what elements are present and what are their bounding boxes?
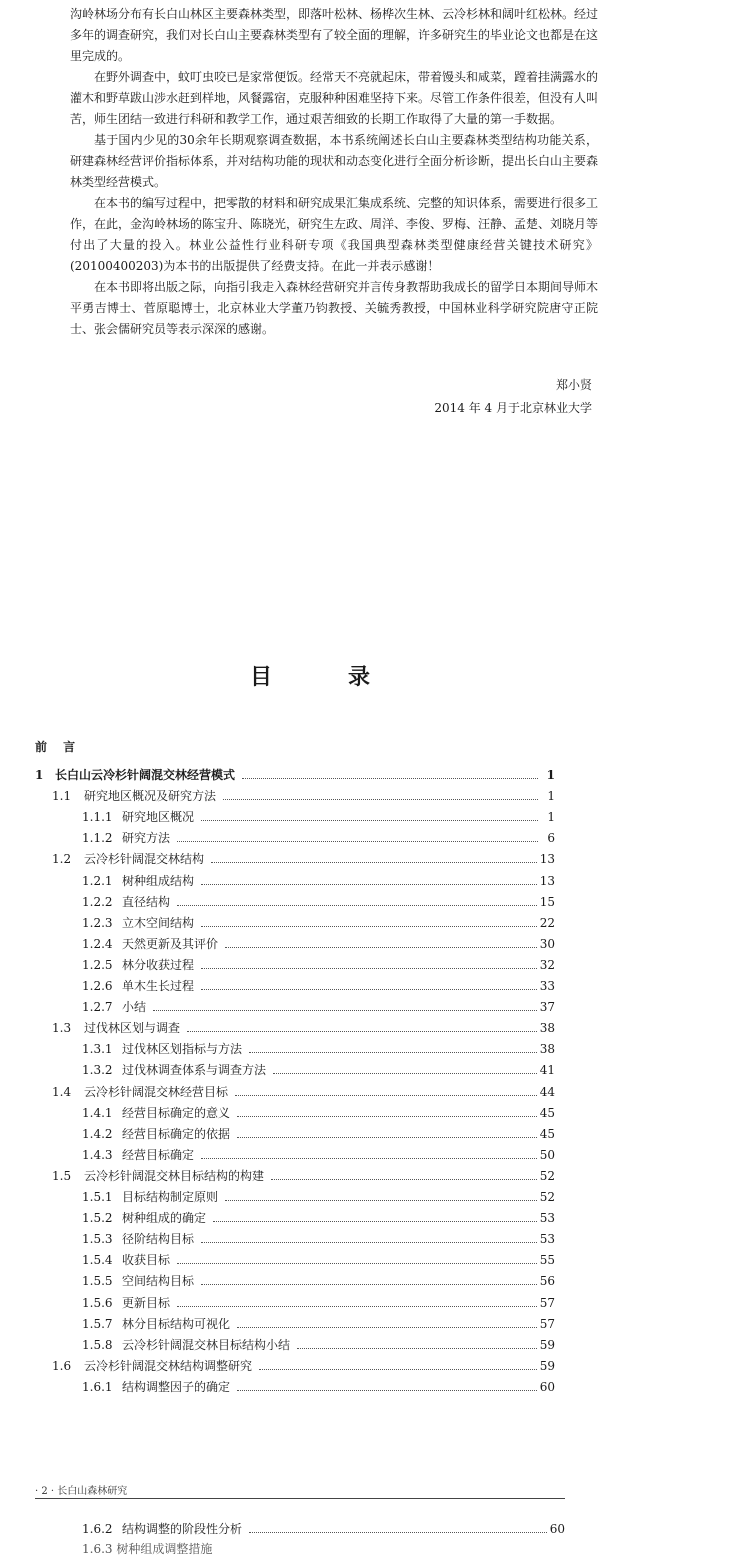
toc-entry: [35, 808, 555, 826]
toc-leader-dots: [235, 1095, 537, 1096]
toc-entry-number: 1.5.4: [82, 1253, 113, 1268]
toc-leader-dots: [249, 1532, 547, 1533]
toc-entry-page: 59: [539, 1358, 555, 1373]
toc-entry-title: 结构调整的阶段性分析: [122, 1522, 243, 1536]
toc-leader-dots: [177, 905, 537, 906]
toc-entry: [35, 766, 555, 784]
toc-leader-dots: [225, 1200, 537, 1201]
toc-entry-number: 1: [35, 768, 44, 782]
toc-entry-title: 林分目标结构可视化: [122, 1316, 231, 1331]
toc-leader-dots: [273, 1073, 537, 1074]
toc-entry: [35, 872, 555, 890]
toc-entry-page: 38: [539, 1021, 555, 1036]
toc-entry: [35, 956, 555, 974]
toc-entry-title: 过伐林区划指标与方法: [122, 1042, 243, 1057]
toc-entry: [35, 1378, 555, 1396]
toc-leader-dots: [153, 1010, 537, 1011]
preface-text: [70, 4, 598, 340]
toc-entry: [35, 1209, 555, 1227]
next-page-cut-row: 1.6.3 树种组成调整措施: [82, 1542, 213, 1556]
toc-leader-dots: [177, 841, 538, 842]
toc-entry-page: 1: [547, 810, 555, 825]
toc-entry-title: 过伐林区划与调查: [84, 1021, 181, 1036]
toc-entry-page: 56: [539, 1274, 555, 1289]
toc-leader-dots: [259, 1369, 537, 1370]
toc-entry-title: 目标结构制定原则: [122, 1190, 219, 1204]
toc-entry: [35, 893, 555, 911]
toc-entry: [35, 914, 555, 932]
toc-entry: [35, 998, 555, 1016]
toc-entry: [35, 1083, 555, 1101]
toc-entry-page: 57: [539, 1316, 555, 1331]
toc-entry-page: 52: [539, 1168, 555, 1183]
preface-paragraph: 在本书的编写过程中，把零散的材料和研究成果汇集成系统、完整的知识体系，需要进行很多工作，在此，金沟岭林场的陈宝升、陈晓光，研究生左政、周洋、李俊、罗梅、汪静、孟楚、刘晓月等付出了大量的投入。林业公益性行业科研专项《我国典型森林类型健康经营关键技术研究》(20100400203)为本书的出版提供了经费支持。在此一并表示感谢！: [70, 196, 599, 273]
toc-leader-dots: [201, 1242, 537, 1243]
toc-entry: [35, 1188, 555, 1206]
toc-entry: [35, 787, 555, 805]
toc-entry-title: 树种组成的确定: [122, 1211, 207, 1226]
toc-entry-title: 空间结构目标: [122, 1274, 195, 1289]
toc-entry-title: 立木空间结构: [122, 915, 195, 930]
toc-entry-number: 1.4: [52, 1084, 72, 1099]
toc-entry-number: 1.6.1: [82, 1379, 113, 1394]
toc-entry-title: 云冷杉针阔混交林经营目标: [84, 1084, 229, 1099]
toc-entry-number: 1.4.3: [82, 1147, 113, 1162]
toc-entry-number: 1.2.4: [82, 936, 113, 951]
toc-entry-title: 经营目标确定: [122, 1147, 195, 1162]
toc-entry: [35, 1272, 555, 1290]
toc-entry: [35, 1336, 555, 1354]
running-title: 长白山森林研究: [57, 1486, 128, 1497]
toc-entry-page: 45: [539, 1105, 555, 1120]
toc-entry-page: 44: [539, 1084, 555, 1099]
toc-entry: [35, 977, 555, 995]
toc-leader-dots: [237, 1327, 537, 1328]
toc-entry-title: 云冷杉针阔混交林结构调整研究: [84, 1358, 253, 1373]
toc-entry-number: 1.1: [52, 789, 72, 804]
toc-leader-dots: [201, 884, 537, 885]
toc-entry-number: 1.5.1: [82, 1190, 113, 1204]
next-page-toc-row: [35, 1520, 565, 1538]
toc-entry-title: 长白山云冷杉针阔混交林经营模式: [55, 768, 236, 782]
toc-entry-title: 收获目标: [122, 1253, 171, 1268]
toc-title-char: 录: [347, 664, 370, 690]
toc-entry-number: 1.3.2: [82, 1063, 113, 1078]
toc-entry-number: 1.1.2: [82, 831, 113, 846]
toc-entry-title: 小结: [122, 1000, 147, 1015]
toc-entry-number: 1.5.8: [82, 1337, 113, 1352]
preface-author: 郑小贤: [555, 378, 592, 392]
toc-entry-page: 38: [539, 1042, 555, 1057]
toc-entry-page: 52: [539, 1190, 555, 1204]
toc-entry-title: 过伐林调查体系与调查方法: [122, 1063, 267, 1078]
toc-entry-page: 60: [549, 1522, 565, 1536]
toc-entry-page: 33: [539, 979, 555, 993]
toc-entry: [35, 1125, 555, 1143]
toc-entry: [35, 850, 555, 868]
toc-leader-dots: [249, 1052, 537, 1053]
toc-title-char: 目: [250, 664, 273, 690]
page-number: · 2 ·: [35, 1486, 55, 1497]
toc-entry-page: 53: [539, 1232, 555, 1247]
toc-entry-page: 37: [539, 1000, 555, 1015]
toc-entry: [35, 1294, 555, 1312]
toc-entry-number: 1.3: [52, 1021, 72, 1036]
toc-entry-title: 直径结构: [122, 894, 171, 909]
toc-leader-dots: [237, 1390, 537, 1391]
toc-entry-number: 1.2.6: [82, 979, 113, 993]
toc-leader-dots: [237, 1116, 537, 1117]
toc-entry: [35, 1061, 555, 1079]
toc-entry-title: 云冷杉针阔混交林目标结构小结: [122, 1337, 291, 1352]
toc-leader-dots: [201, 968, 537, 969]
toc-entry-page: 13: [539, 852, 555, 867]
toc-entry-page: 55: [539, 1253, 555, 1268]
toc-leader-dots: [187, 1031, 537, 1032]
toc-entry-number: 1.2.7: [82, 1000, 113, 1015]
toc-entry-title: 更新目标: [122, 1295, 171, 1310]
toc-leader-dots: [223, 799, 538, 800]
toc-entry-page: 57: [539, 1295, 555, 1310]
toc-entry-number: 1.2.5: [82, 957, 113, 972]
toc-entry-page: 1: [546, 768, 555, 782]
toc-entry-page: 41: [539, 1063, 555, 1078]
preface-paragraph: 在野外调查中，蚊叮虫咬已是家常便饭。经常天不亮就起床，带着馒头和咸菜，蹚着挂满露水的灌木和野草跋山涉水赶到样地，风餐露宿，克服种种困难坚持下来。尽管工作条件很差，但没有人叫苦，师生团结一致进行科研和教学工作，通过艰苦细致的长期工作取得了大量的第一手数据。: [70, 70, 599, 126]
toc-entry-number: 1.4.2: [82, 1126, 113, 1141]
toc-entry-number: 1.2.3: [82, 915, 113, 930]
toc-entry: [35, 1251, 555, 1269]
preface-paragraph: 在本书即将出版之际，向指引我走入森林经营研究并言传身教帮助我成长的留学日本期间导师木平勇吉博士、菅原聪博士，北京林业大学董乃钧教授、关毓秀教授，中国林业科学研究院唐守正院士、张会儒研究员等表示深深的感谢。: [70, 280, 599, 336]
toc-entry-number: 1.5.7: [82, 1316, 113, 1331]
toc-leader-dots: [213, 1221, 537, 1222]
toc-entry-page: 1: [547, 789, 555, 804]
toc-entry-title: 天然更新及其评价: [122, 936, 219, 951]
toc-entry-number: 1.6: [52, 1358, 72, 1373]
toc-entry-number: 1.5.5: [82, 1274, 113, 1289]
toc-entry-number: 1.1.1: [82, 810, 113, 825]
toc-preface-label: 前 言: [35, 740, 82, 754]
toc-entry: [35, 1019, 555, 1037]
toc-entry-title: 径阶结构目标: [122, 1232, 195, 1247]
toc-entry: [35, 1230, 555, 1248]
toc-entry: [35, 935, 555, 953]
toc-entry-page: 13: [539, 873, 555, 888]
toc-entry-number: 1.2.2: [82, 894, 113, 909]
toc-entry-page: 32: [539, 957, 555, 972]
toc-entry-title: 研究地区概况及研究方法: [84, 789, 217, 804]
toc-entry: [35, 1040, 555, 1058]
toc-leader-dots: [242, 778, 538, 779]
preface-paragraph: 基于国内少见的30余年长期观察调查数据，本书系统阐述长白山主要森林类型结构功能关系，研建森林经营评价指标体系，并对结构功能的现状和动态变化进行全面分析诊断，提出长白山主要森林类型经营模式。: [70, 133, 599, 189]
toc-entry-title: 单木生长过程: [122, 979, 195, 993]
toc-entry-title: 树种组成结构: [122, 873, 195, 888]
toc-entry: [35, 1357, 555, 1375]
toc-entry-number: 1.5: [52, 1168, 72, 1183]
toc-entry-title: 研究地区概况: [122, 810, 195, 825]
toc-leader-dots: [201, 1158, 537, 1159]
toc-entry: [35, 1167, 555, 1185]
toc-entry-title: 结构调整因子的确定: [122, 1379, 231, 1394]
toc-entry: [35, 1315, 555, 1333]
toc-entry-page: 30: [539, 936, 555, 951]
toc-entry-number: 1.2: [52, 852, 72, 867]
toc-entry-number: 1.6.2: [82, 1522, 113, 1536]
toc-leader-dots: [237, 1137, 537, 1138]
toc-entry-page: 15: [539, 894, 555, 909]
preface-date-place: 2014 年 4 月于北京林业大学: [434, 401, 592, 415]
toc-entry: [35, 829, 555, 847]
toc-entry-page: 59: [539, 1337, 555, 1352]
toc-leader-dots: [211, 862, 537, 863]
toc-entry-number: 1.2.1: [82, 873, 113, 888]
toc-entry-page: 22: [539, 915, 555, 930]
toc-entry-number: 1.5.3: [82, 1232, 113, 1247]
toc-title: [250, 660, 370, 691]
toc-leader-dots: [177, 1263, 537, 1264]
toc-entry-title: 云冷杉针阔混交林结构: [84, 852, 205, 867]
toc-leader-dots: [201, 989, 537, 990]
toc-entry-page: 6: [547, 831, 555, 846]
toc-entry-title: 经营目标确定的依据: [122, 1126, 231, 1141]
toc-leader-dots: [271, 1179, 537, 1180]
toc-entry: [35, 1146, 555, 1164]
toc-entry-page: 50: [539, 1147, 555, 1162]
preface-paragraph: 沟岭林场分布有长白山林区主要森林类型，即落叶松林、杨桦次生林、云冷杉林和阔叶红松林。经过多年的调查研究，我们对长白山主要森林类型有了较全面的理解，许多研究生的毕业论文也都是在这里完成的。: [70, 7, 599, 63]
toc-leader-dots: [201, 1284, 537, 1285]
footer-rule: [35, 1498, 565, 1499]
toc-entry-number: 1.3.1: [82, 1042, 113, 1057]
toc-leader-dots: [201, 926, 537, 927]
toc-leader-dots: [201, 820, 538, 821]
toc-entry-title: 研究方法: [122, 831, 171, 846]
toc-leader-dots: [225, 947, 537, 948]
toc-entry-number: 1.5.2: [82, 1211, 113, 1226]
toc-entry-title: 林分收获过程: [122, 957, 195, 972]
toc-entry-page: 53: [539, 1211, 555, 1226]
toc-leader-dots: [297, 1348, 537, 1349]
toc-entry-page: 60: [539, 1379, 555, 1394]
toc-entry-title: 云冷杉针阔混交林目标结构的构建: [84, 1168, 265, 1183]
toc-entry-number: 1.4.1: [82, 1105, 113, 1120]
page-footer: [35, 1482, 127, 1497]
toc-entry-page: 45: [539, 1126, 555, 1141]
toc-entry: [35, 1104, 555, 1122]
toc-entry-title: 经营目标确定的意义: [122, 1105, 231, 1120]
toc-entry-number: 1.5.6: [82, 1295, 113, 1310]
toc-leader-dots: [177, 1306, 537, 1307]
